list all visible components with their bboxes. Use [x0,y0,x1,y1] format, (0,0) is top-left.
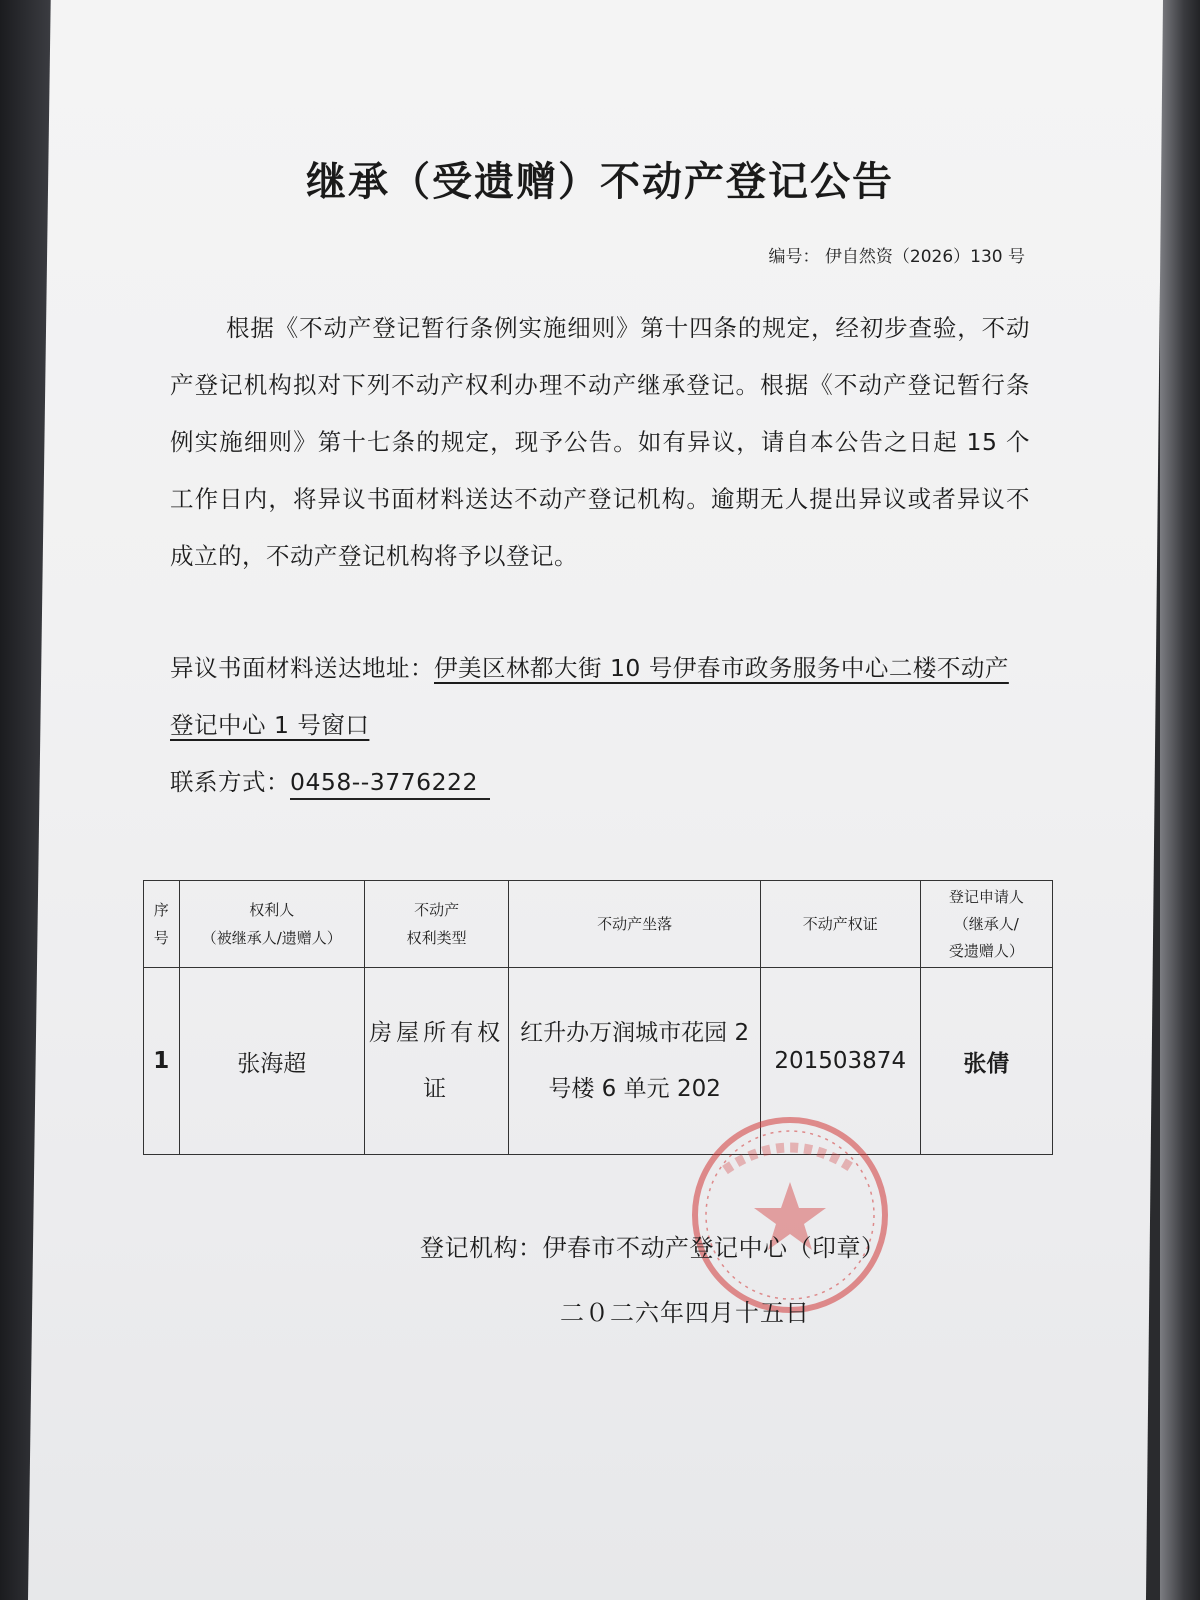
cell-certificate: 201503874 [760,968,920,1155]
desk-background-right [1160,0,1200,1600]
official-seal-icon [685,1110,895,1320]
header-certificate: 不动产权证 [760,881,920,968]
objection-address-value: 伊美区林都大街 10 号伊春市政务服务中心二楼不动产登记中心 1 号窗口 [170,654,1009,739]
document-number [640,242,1025,267]
objection-address [170,640,1030,754]
notice-date: 二０二六年四月十五日 [560,1299,810,1327]
document-number-label: 编号： [768,247,820,267]
header-holder: 权利人 （被继承人/遗赠人） [179,881,364,968]
registration-table [143,880,1053,1155]
header-applicant: 登记申请人 （继承人/ 受遗赠人） [920,881,1052,968]
header-right-type: 不动产 权利类型 [364,881,509,968]
document-number-value: 伊自然资（2026）130 号 [824,247,1025,267]
cell-location: 红升办万润城市花园 2 号楼 6 单元 202 [509,968,760,1155]
contact-info [170,754,1030,811]
document-title: 继承（受遗赠）不动产登记公告 [306,159,894,205]
header-location: 不动产坐落 [509,881,760,968]
notice-body: 根据《不动产登记暂行条例实施细则》第十四条的规定，经初步查验，不动产登记机构拟对下列不动产权利办理不动产继承登记。根据《不动产登记暂行条例实施细则》第十七条的规定，现予公告。如有异议，请自本公告之日起 15 个工作日内，将异议书面材料送达不动产登记机构。逾期无人提出异议或者异议不成立的，不动产登记机构将予以登记。 [170,314,1030,570]
cell-right-type: 房屋所有权证 [364,968,509,1155]
cell-applicant: 张倩 [920,968,1052,1155]
objection-address-label: 异议书面材料送达地址： [170,654,434,682]
contact-label: 联系方式： [170,768,290,796]
cell-seq: 1 [144,968,180,1155]
contact-phone: 0458--3776222 [290,766,490,800]
cell-holder: 张海超 [179,968,364,1155]
table-header-row [144,881,1053,968]
registration-authority: 登记机构：伊春市不动产登记中心（印章） [420,1234,886,1262]
table-row [144,968,1053,1155]
header-seq: 序 号 [144,881,180,968]
